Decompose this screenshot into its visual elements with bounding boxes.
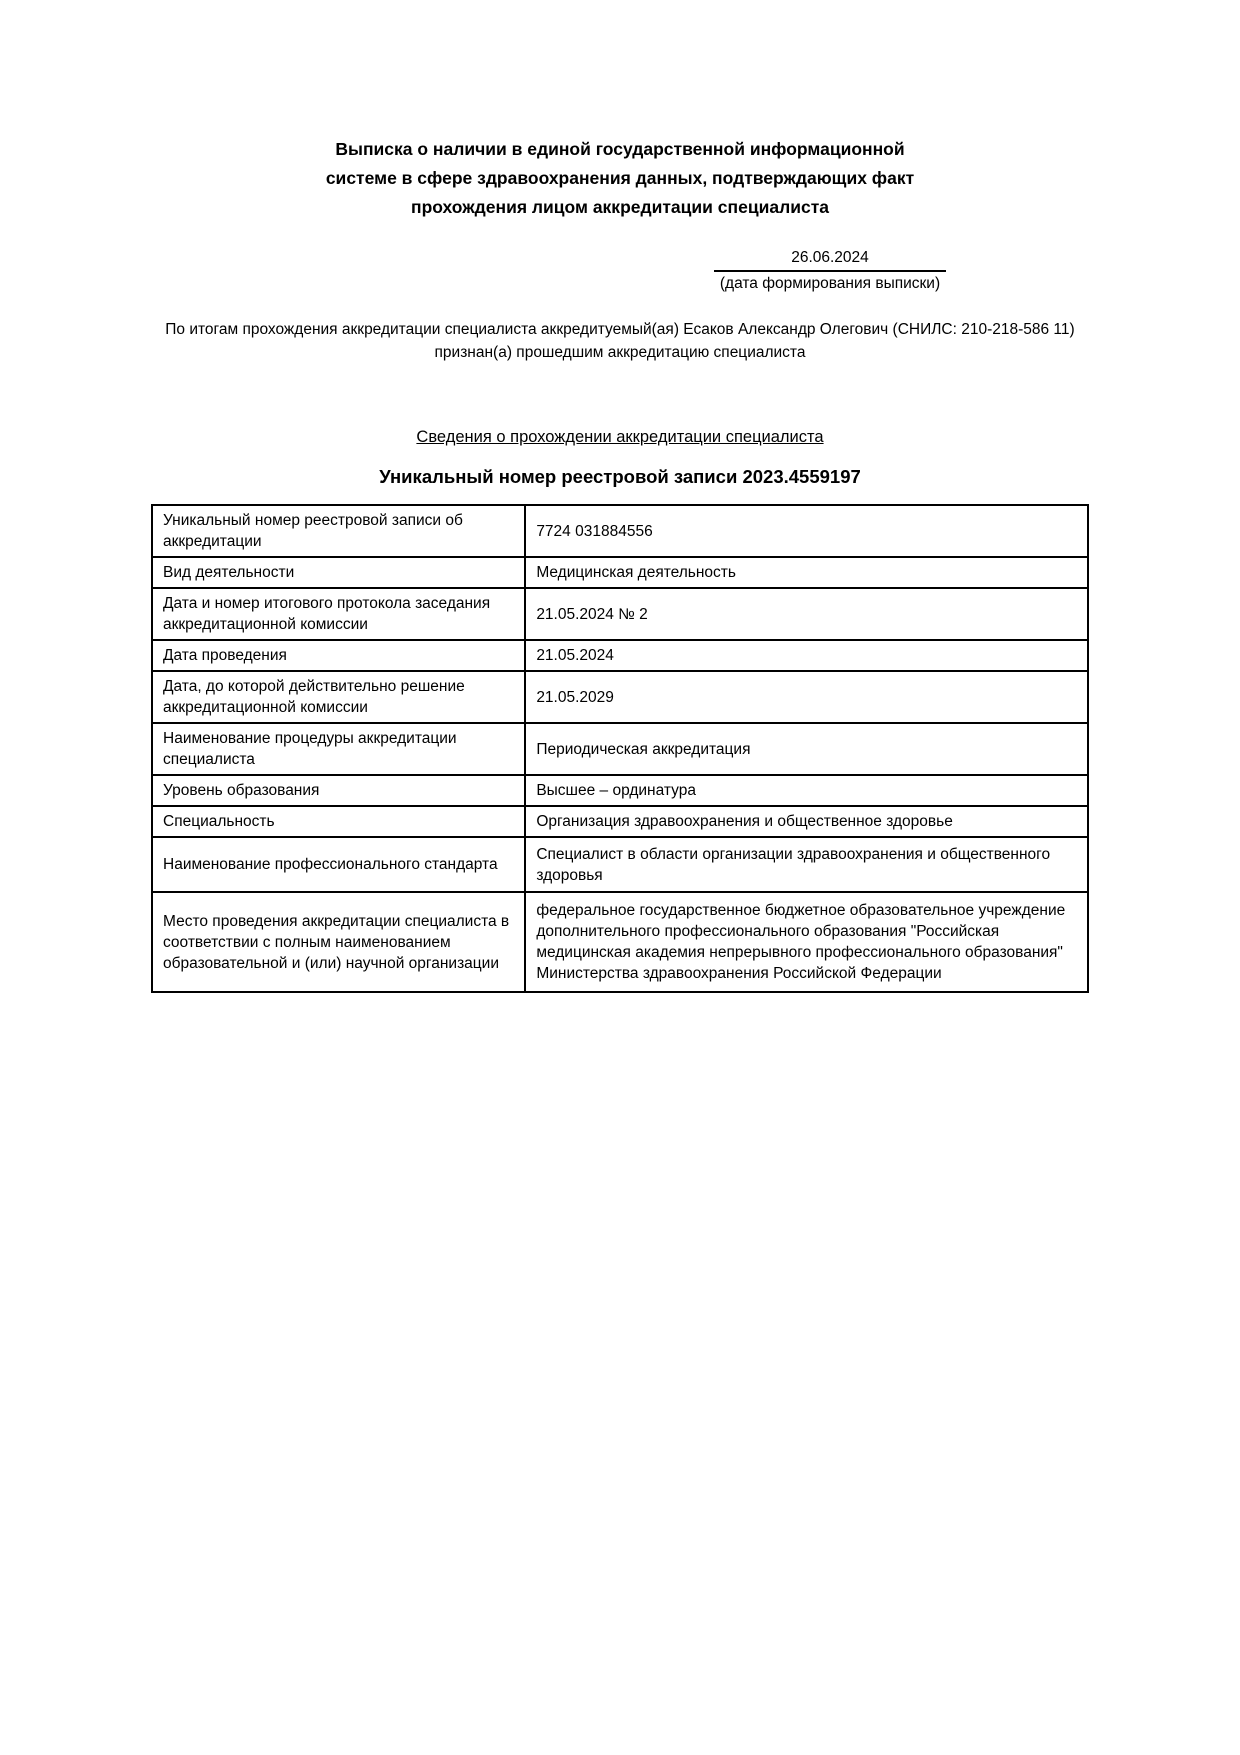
row-label: Вид деятельности — [152, 557, 525, 588]
row-label: Уникальный номер реестровой записи об аккредитации — [152, 505, 525, 557]
title-line-1: Выписка о наличии в единой государственной информационной — [335, 139, 905, 159]
registry-number-line: Уникальный номер реестровой записи 2023.4559197 — [379, 466, 861, 487]
row-label: Дата и номер итогового протокола заседания аккредитационной комиссии — [152, 588, 525, 640]
row-label: Уровень образования — [152, 775, 525, 806]
title-line-2: системе в сфере здравоохранения данных, подтверждающих факт — [325, 168, 915, 188]
row-value: 21.05.2029 — [525, 671, 1088, 723]
table-row — [152, 671, 1088, 723]
row-value: 7724 031884556 — [525, 505, 1088, 557]
row-label: Наименование профессионального стандарта — [152, 837, 525, 892]
table-row — [152, 557, 1088, 588]
row-value: Организация здравоохранения и общественное здоровье — [525, 806, 1088, 837]
row-value: Периодическая аккредитация — [525, 723, 1088, 775]
intro-line-1: По итогам прохождения аккредитации специалиста аккредитуемый(ая) Есаков Александр Олегович (СНИЛС: 210-218-586 11) — [165, 321, 1075, 338]
row-value: федеральное государственное бюджетное образовательное учреждение дополнительного профессионального образования "Российская медицинская академия непрерывного профессионального образования" Министерства здравоохранения Российской Федерации — [525, 892, 1088, 992]
document-title — [0, 135, 1240, 222]
title-line-3: прохождения лицом аккредитации специалиста — [411, 197, 829, 217]
row-value: 21.05.2024 — [525, 640, 1088, 671]
table-row — [152, 837, 1088, 892]
row-label: Дата, до которой действительно решение аккредитационной комиссии — [152, 671, 525, 723]
row-label: Наименование процедуры аккредитации специалиста — [152, 723, 525, 775]
row-label: Место проведения аккредитации специалиста в соответствии с полным наименованием образовательной и (или) научной организации — [152, 892, 525, 992]
row-value: Высшее – ординатура — [525, 775, 1088, 806]
table-row — [152, 588, 1088, 640]
section-heading: Сведения о прохождении аккредитации специалиста — [416, 428, 824, 446]
row-value: 21.05.2024 № 2 — [525, 588, 1088, 640]
table-row — [152, 723, 1088, 775]
table-row — [152, 505, 1088, 557]
accreditation-table — [151, 504, 1089, 993]
formation-date-caption: (дата формирования выписки) — [719, 275, 941, 292]
table-row — [152, 775, 1088, 806]
table-row — [152, 640, 1088, 671]
formation-date-block — [714, 248, 946, 294]
intro-paragraph — [0, 318, 1240, 364]
formation-date: 26.06.2024 — [714, 248, 946, 272]
row-value: Медицинская деятельность — [525, 557, 1088, 588]
table-row — [152, 806, 1088, 837]
intro-line-2: признан(а) прошедшим аккредитацию специалиста — [434, 344, 806, 361]
row-label: Специальность — [152, 806, 525, 837]
row-label: Дата проведения — [152, 640, 525, 671]
table-row — [152, 892, 1088, 992]
row-value: Специалист в области организации здравоохранения и общественного здоровья — [525, 837, 1088, 892]
